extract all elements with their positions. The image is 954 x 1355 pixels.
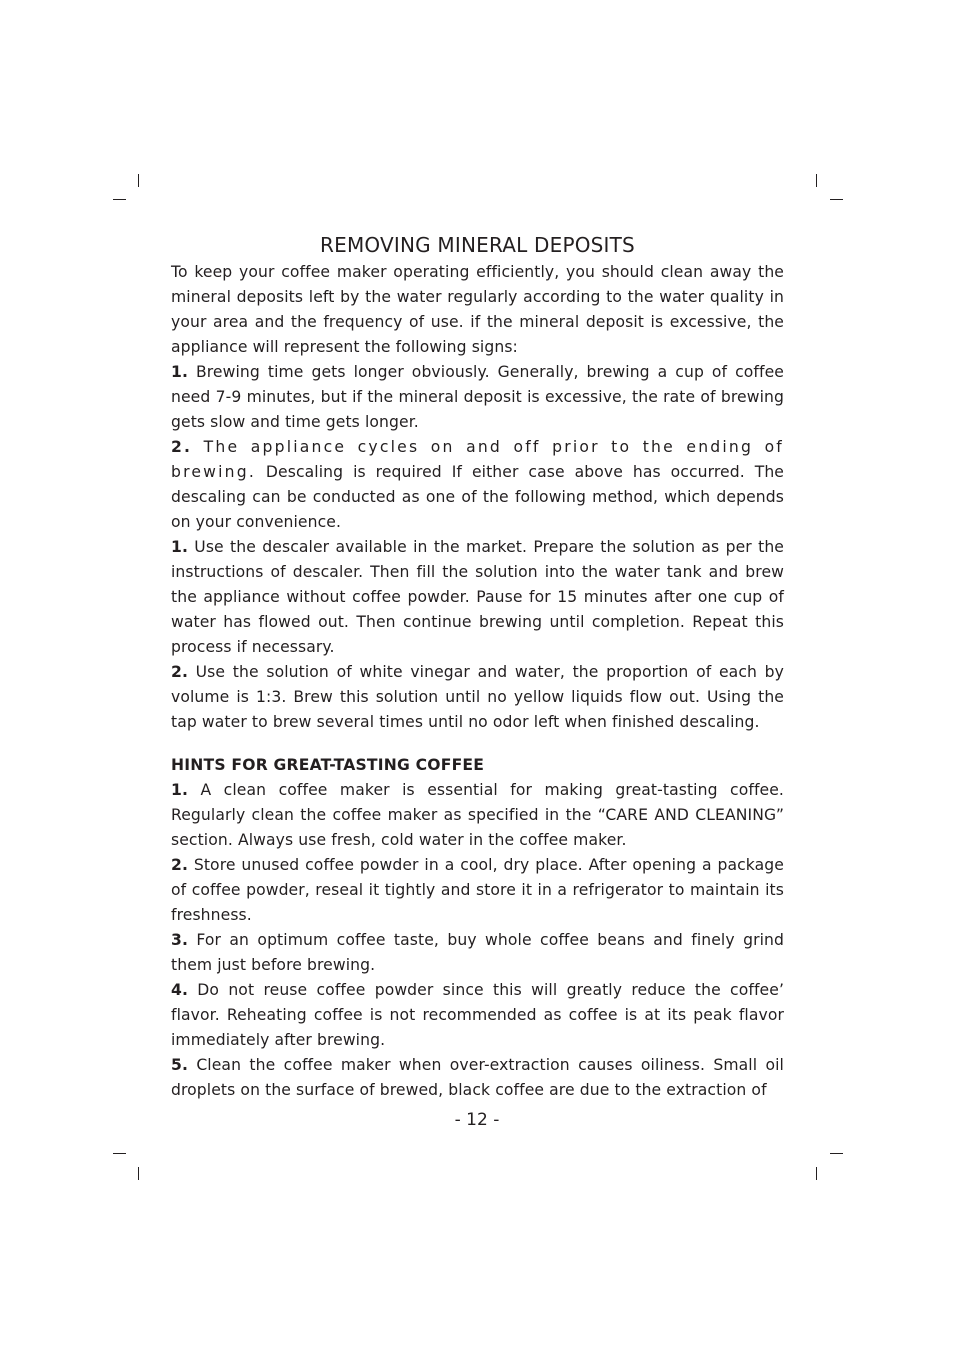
item-number: 1.	[171, 538, 188, 556]
item-number: 1.	[171, 781, 188, 799]
hint-item	[171, 978, 784, 1053]
item-number: 5.	[171, 1056, 188, 1074]
item-text: Use the descaler available in the market. Prepare the solution as per the instructions of descaler. Then fill the solution into the water tank and brew the appliance without coffee powder. Pause for 15 minutes after one cup of water has flowed out. Then continue brewing until completion. Repeat this process if necessary.	[171, 538, 784, 656]
crop-mark-bottom-right-vertical	[816, 1167, 817, 1180]
sign-item	[171, 360, 784, 435]
item-number: 2.	[171, 438, 193, 456]
item-text: Use the solution of white vinegar and water, the proportion of each by volume is 1:3. Brew this solution until no yellow liquids flow out. Using the tap water to brew several times until no odor left when finished descaling.	[171, 663, 784, 731]
crop-mark-bottom-left-horizontal	[113, 1153, 126, 1154]
intro-paragraph: To keep your coffee maker operating efficiently, you should clean away the mineral deposits left by the water regularly according to the water quality in your area and the frequency of use. if the mineral deposit is excessive, the appliance will represent the following signs:	[171, 263, 784, 356]
item-text: Brewing time gets longer obviously. Generally, brewing a cup of coffee need 7-9 minutes, but if the mineral deposit is excessive, the rate of brewing gets slow and time gets longer.	[171, 363, 784, 431]
page-title: REMOVING MINERAL DEPOSITS	[320, 233, 635, 257]
hint-item	[171, 778, 784, 853]
sign-item	[171, 435, 784, 535]
crop-mark-bottom-right-horizontal	[830, 1153, 843, 1154]
hints-heading: HINTS FOR GREAT-TASTING COFFEE	[171, 756, 485, 774]
hint-item	[171, 1053, 784, 1103]
item-text: A clean coffee maker is essential for making great-tasting coffee. Regularly clean the coffee maker as specified in the “CARE AND CLEANING” section. Always use fresh, cold water in the coffee maker.	[171, 781, 784, 849]
item-text: Clean the coffee maker when over-extraction causes oiliness. Small oil droplets on the surface of brewed, black coffee are due to the extraction of	[171, 1056, 784, 1099]
item-text: Store unused coffee powder in a cool, dry place. After opening a package of coffee powder, reseal it tightly and store it in a refrigerator to maintain its freshness.	[171, 856, 784, 924]
item-number: 4.	[171, 981, 188, 999]
item-text: Descaling is required If either case above has occurred. The descaling can be conducted as one of the following method, which depends on your convenience.	[171, 463, 784, 531]
method-item	[171, 660, 784, 735]
crop-mark-top-left-vertical	[138, 174, 139, 187]
hint-item	[171, 853, 784, 928]
item-number: 2.	[171, 856, 188, 874]
method-item	[171, 535, 784, 660]
page-number: - 12 -	[454, 1110, 500, 1130]
crop-mark-top-right-horizontal	[830, 199, 843, 200]
item-text-spread: The appliance cycles on and off prior to the ending of brewing.	[171, 438, 784, 481]
item-number: 1.	[171, 363, 188, 381]
crop-mark-top-right-vertical	[816, 174, 817, 187]
crop-mark-top-left-horizontal	[113, 199, 126, 200]
item-text: For an optimum coffee taste, buy whole coffee beans and finely grind them just before brewing.	[171, 931, 784, 974]
crop-mark-bottom-left-vertical	[138, 1167, 139, 1180]
hint-item	[171, 928, 784, 978]
item-number: 2.	[171, 663, 188, 681]
item-number: 3.	[171, 931, 188, 949]
item-text: Do not reuse coffee powder since this will greatly reduce the coffee’ flavor. Reheating coffee is not recommended as coffee is at its peak flavor immediately after brewing.	[171, 981, 784, 1049]
page-content	[171, 260, 784, 1103]
